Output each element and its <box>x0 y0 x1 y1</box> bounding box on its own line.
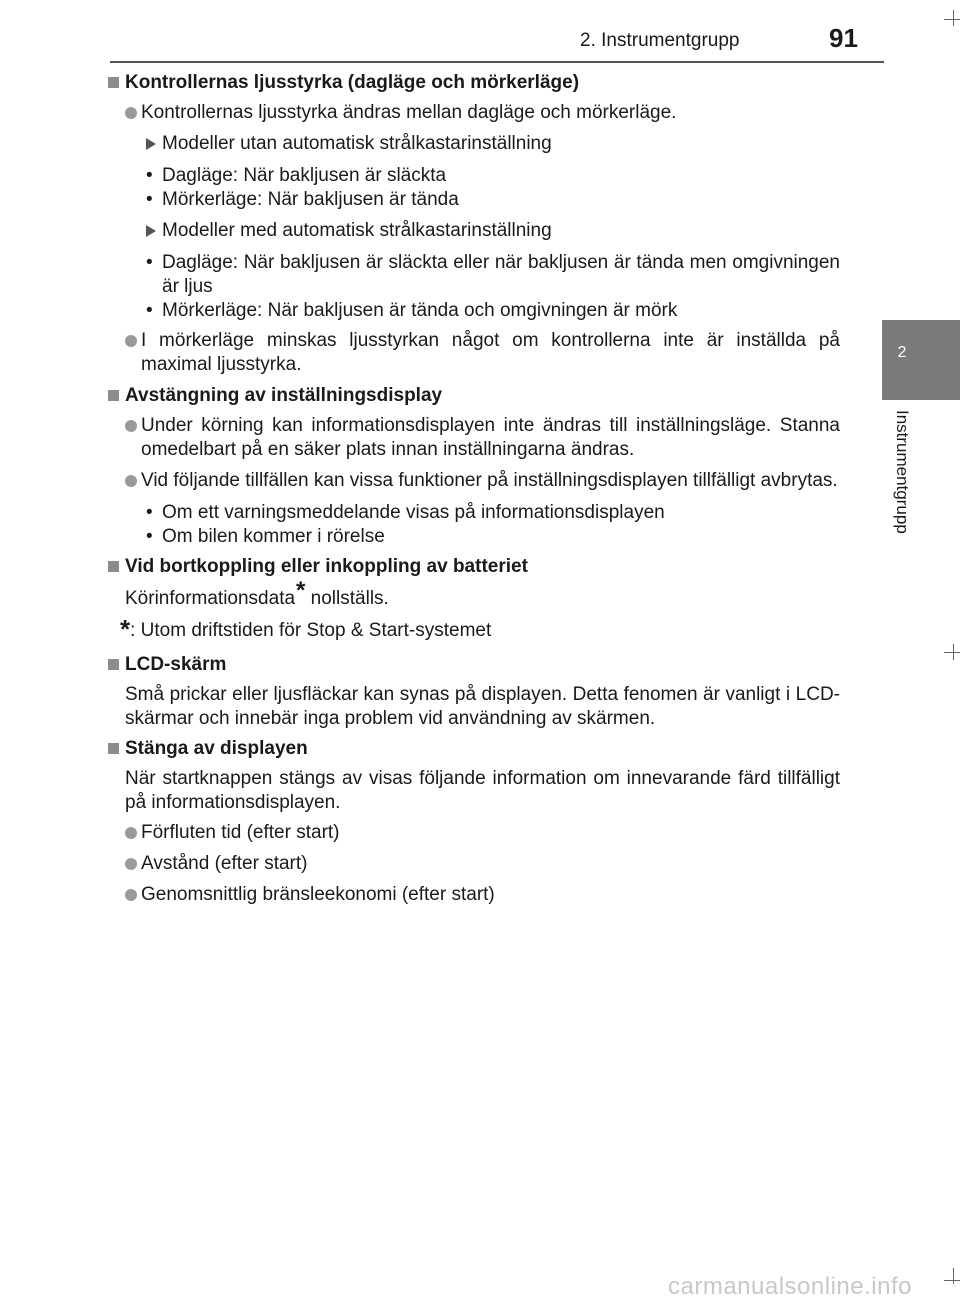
dot-item-text: Avstånd (efter start) <box>141 853 308 874</box>
dot-item-text: Förfluten tid (efter start) <box>141 822 340 843</box>
crop-mark <box>953 10 954 26</box>
bullet-item <box>146 251 840 299</box>
bullet-item-text: Dagläge: När bakljusen är släckta <box>162 165 447 186</box>
section-heading-text: LCD-skärm <box>125 654 227 675</box>
bullet-item <box>146 164 840 188</box>
bullet-dot: • <box>146 526 153 547</box>
triangle-arrow-icon <box>146 225 156 237</box>
circle-bullet-icon <box>125 475 137 487</box>
arrow-item <box>146 132 840 156</box>
bullet-item-text: Mörkerläge: När bakljusen är tända <box>162 189 459 210</box>
bullet-item-text: Om ett varningsmeddelande visas på informationsdisplayen <box>162 502 665 523</box>
crop-mark <box>953 1268 954 1284</box>
square-bullet-icon <box>108 561 119 572</box>
chapter-side-label-text: Instrumentgrupp <box>893 410 912 534</box>
circle-bullet-icon <box>125 107 137 119</box>
dot-item-text: I mörkerläge minskas ljusstyrkan något om kontrollerna inte är inställda på maximal ljusstyrka. <box>141 330 840 375</box>
triangle-arrow-icon <box>146 138 156 150</box>
bullet-item-text: Mörkerläge: När bakljusen är tända och omgivningen är mörk <box>162 300 678 321</box>
watermark: carmanualsonline.info <box>668 1273 912 1300</box>
circle-bullet-icon <box>125 420 137 432</box>
section-heading-text: Stänga av displayen <box>125 738 308 759</box>
header-rule <box>110 61 884 63</box>
bullet-item <box>146 501 840 525</box>
section-heading-text: Avstängning av inställningsdisplay <box>125 385 443 406</box>
bullet-dot: • <box>146 300 153 321</box>
crop-mark <box>944 1280 960 1281</box>
circle-bullet-icon <box>125 889 137 901</box>
dot-item <box>125 883 840 907</box>
bullet-item-text: Dagläge: När bakljusen är släckta eller när bakljusen är tända men omgivningen är ljus <box>162 252 840 297</box>
circle-bullet-icon <box>125 335 137 347</box>
chapter-side-label <box>893 410 932 570</box>
circle-bullet-icon <box>125 858 137 870</box>
crop-mark <box>944 19 960 20</box>
section-heading-text: Vid bortkoppling eller inkoppling av batteriet <box>125 556 528 577</box>
bullet-dot: • <box>146 189 153 210</box>
footnote-marker: * <box>296 577 306 604</box>
dot-item <box>125 469 840 493</box>
bullet-list <box>146 501 840 549</box>
section-paragraph <box>125 577 840 611</box>
chapter-number: 2 <box>897 344 907 361</box>
section-heading <box>108 555 840 579</box>
section-heading-text: Kontrollernas ljusstyrka (dagläge och mörkerläge) <box>125 72 580 93</box>
section-heading <box>108 737 840 761</box>
section-heading <box>108 384 840 408</box>
bullet-item-text: Om bilen kommer i rörelse <box>162 526 385 547</box>
dot-item <box>125 414 840 462</box>
dot-item <box>125 329 840 377</box>
page-number: 91 <box>829 23 858 53</box>
chapter-side-tab <box>882 320 960 400</box>
section-heading <box>108 71 840 95</box>
section-paragraph: När startknappen stängs av visas följande information om innevarande färd tillfälligt på informationsdisplayen. <box>125 768 840 813</box>
bullet-item <box>146 188 840 212</box>
arrow-item <box>146 219 840 243</box>
crop-mark <box>944 652 960 653</box>
crop-mark <box>953 644 954 660</box>
footnote-star: * <box>120 614 131 644</box>
bullet-item <box>146 299 840 323</box>
square-bullet-icon <box>108 659 119 670</box>
bullet-dot: • <box>146 165 153 186</box>
chapter-title: 2. Instrumentgrupp <box>580 30 740 51</box>
dot-item-text: Kontrollernas ljusstyrka ändras mellan dagläge och mörkerläge. <box>141 102 677 123</box>
circle-bullet-icon <box>125 827 137 839</box>
dot-item <box>125 852 840 876</box>
footnote <box>120 614 840 644</box>
bullet-list <box>146 251 840 323</box>
bullet-dot: • <box>146 252 153 273</box>
dot-item <box>125 101 840 125</box>
section-heading <box>108 653 840 677</box>
page-content <box>108 66 840 914</box>
section-paragraph: Små prickar eller ljusfläckar kan synas på displayen. Detta fenomen är vanligt i LCD-skärmar och innebär inga problem vid användning av skärmen. <box>125 684 840 729</box>
dot-item-text: Vid följande tillfällen kan vissa funktioner på inställningsdisplayen tillfälligt avbrytas. <box>141 470 838 491</box>
bullet-list <box>146 164 840 212</box>
dot-item <box>125 821 840 845</box>
paragraph-text-end: nollställs. <box>305 588 389 609</box>
paragraph-text: Körinformationsdata <box>125 588 296 609</box>
arrow-item-text: Modeller med automatisk strålkastarinställning <box>162 220 552 241</box>
square-bullet-icon <box>108 77 119 88</box>
dot-item-text: Genomsnittlig bränsleekonomi (efter start) <box>141 884 495 905</box>
square-bullet-icon <box>108 390 119 401</box>
arrow-item-text: Modeller utan automatisk strålkastarinställning <box>162 133 552 154</box>
dot-item-text: Under körning kan informationsdisplayen inte ändras till inställningsläge. Stanna omedelbart på en säker plats innan inställningarna ändras. <box>141 415 840 460</box>
footnote-text: : Utom driftstiden för Stop & Start-systemet <box>130 620 492 641</box>
square-bullet-icon <box>108 743 119 754</box>
bullet-item <box>146 525 840 549</box>
bullet-dot: • <box>146 502 153 523</box>
